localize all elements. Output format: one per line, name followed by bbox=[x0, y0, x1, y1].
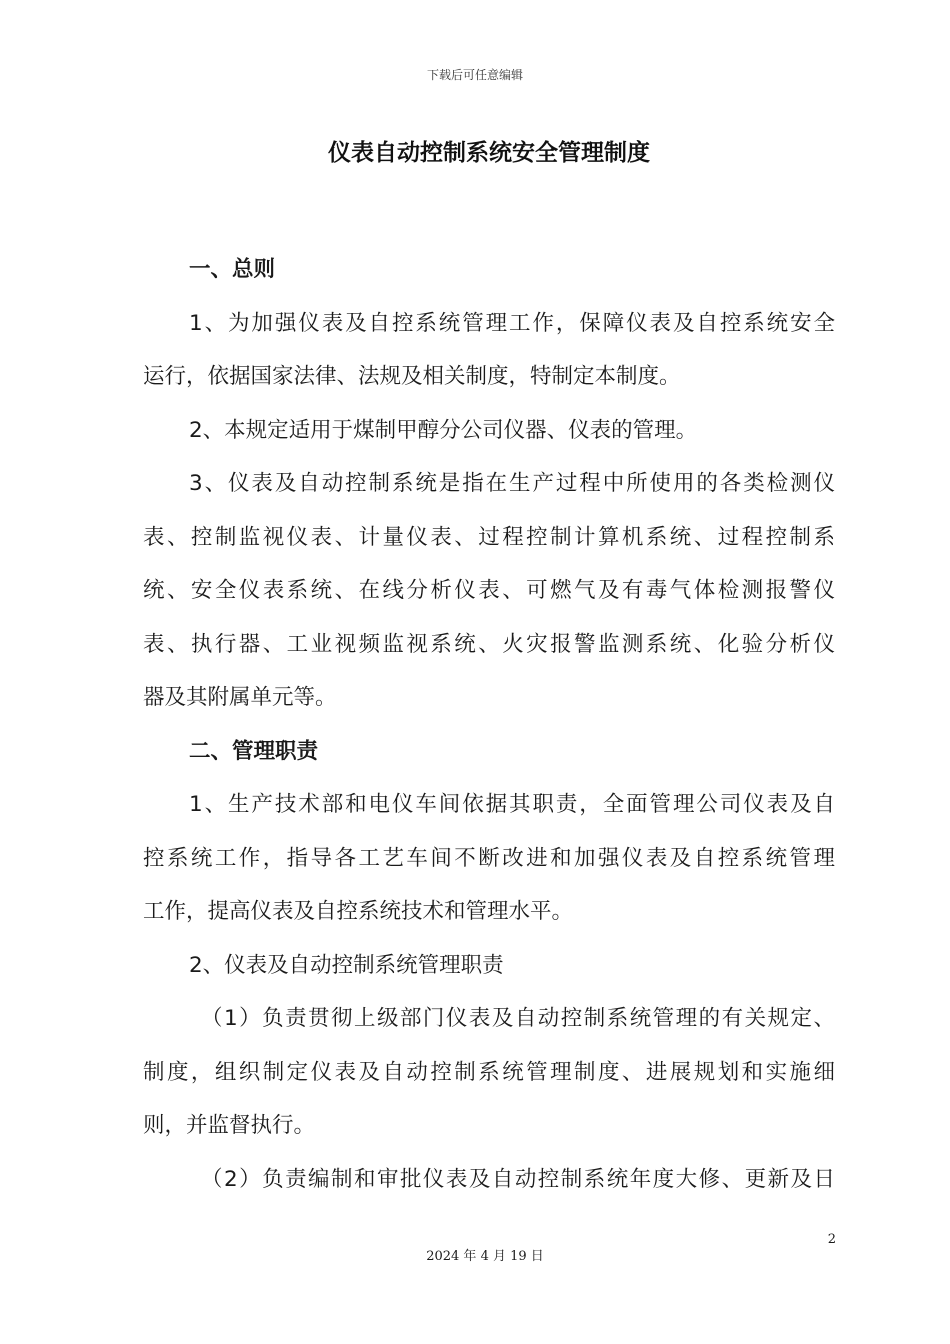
paragraph-line: 2、本规定适用于煤制甲醇分公司仪器、仪表的管理。 bbox=[189, 417, 698, 443]
document-title: 仪表自动控制系统安全管理制度 bbox=[328, 140, 650, 166]
paragraph-line: 1、为加强仪表及自控系统管理工作，保障仪表及自控系统安全 bbox=[189, 310, 835, 336]
page-number: 2 bbox=[827, 1232, 836, 1247]
document-body bbox=[143, 243, 835, 1206]
paragraph-line: 制度，组织制定仪表及自动控制系统管理制度、进展规划和实施细 bbox=[143, 1059, 835, 1085]
paragraph-line: 表、执行器、工业视频监视系统、火灾报警监测系统、化验分析仪 bbox=[143, 631, 835, 657]
header-note: 下载后可任意编辑 bbox=[426, 68, 523, 82]
paragraph-line: 1、生产技术部和电仪车间依据其职责，全面管理公司仪表及自 bbox=[189, 792, 835, 817]
section-heading-general: 一、总则 bbox=[189, 257, 276, 282]
paragraph-line: 工作，提高仪表及自控系统技术和管理水平。 bbox=[143, 899, 574, 924]
paragraph-line: 控系统工作，指导各工艺车间不断改进和加强仪表及自控系统管理 bbox=[143, 845, 835, 871]
footer-date: 2024 年 4 月 19 日 bbox=[426, 1249, 544, 1264]
paragraph-line: 则，并监督执行。 bbox=[143, 1113, 316, 1138]
paragraph-line: （1）负责贯彻上级部门仪表及自动控制系统管理的有关规定、 bbox=[201, 1006, 835, 1031]
paragraph-line: 统、安全仪表系统、在线分析仪表、可燃气及有毒气体检测报警仪 bbox=[143, 578, 835, 603]
paragraph-line: 3、仪表及自动控制系统是指在生产过程中所使用的各类检测仪 bbox=[189, 471, 835, 496]
paragraph-line: 2、仪表及自动控制系统管理职责 bbox=[189, 952, 504, 978]
paragraph-line: （2）负责编制和审批仪表及自动控制系统年度大修、更新及日 bbox=[201, 1166, 835, 1192]
paragraph-line: 表、控制监视仪表、计量仪表、过程控制计算机系统、过程控制系 bbox=[143, 524, 835, 550]
section-heading-responsibilities: 二、管理职责 bbox=[189, 738, 319, 764]
paragraph-line: 运行，依据国家法律、法规及相关制度，特制定本制度。 bbox=[143, 364, 681, 389]
paragraph-line: 器及其附属单元等。 bbox=[143, 685, 337, 710]
